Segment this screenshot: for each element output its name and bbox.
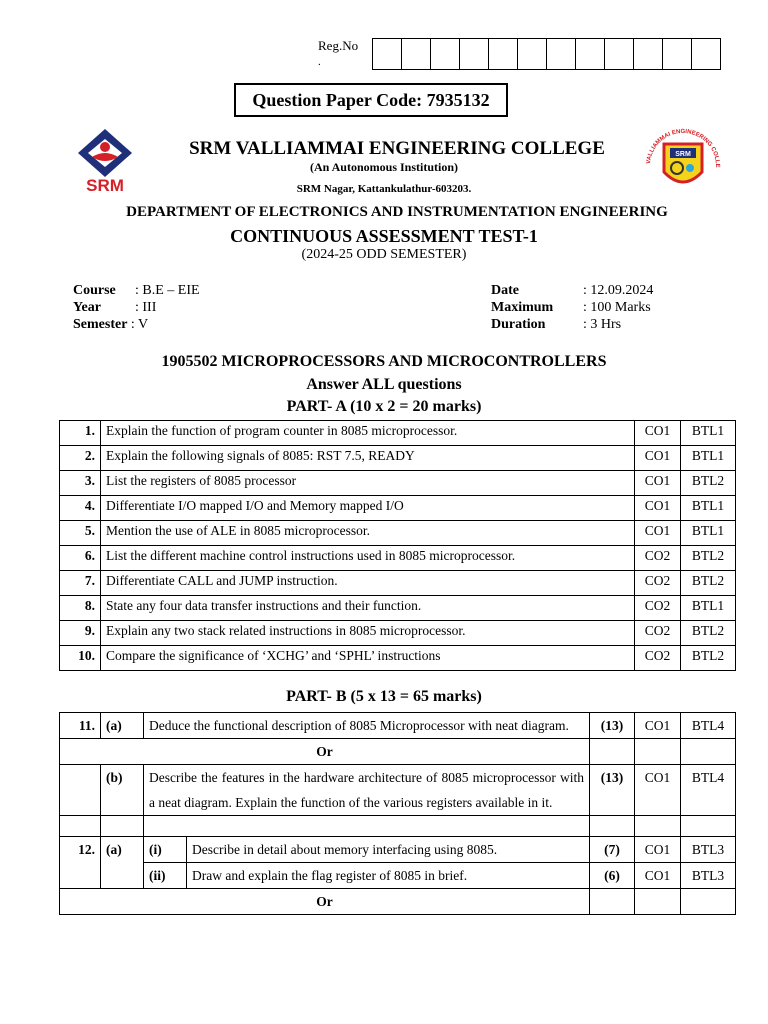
q11b-text: Describe the features in the hardware architecture of 8085 microprocessor with a neat diagram. Explain the function of the various registers available in it. xyxy=(144,765,590,816)
bloom-level: BTL1 xyxy=(681,421,736,446)
regno-digit-box xyxy=(373,39,402,69)
q11-spacer-row xyxy=(60,816,736,837)
question-text: State any four data transfer instructions and their function. xyxy=(101,596,635,621)
q12-i-row xyxy=(60,837,736,863)
q12-ii-co: CO1 xyxy=(635,863,681,889)
question-number: 10. xyxy=(60,646,101,671)
question-paper-code: Question Paper Code: 7935132 xyxy=(234,83,508,117)
question-number: 9. xyxy=(60,621,101,646)
regno-digit-box xyxy=(460,39,489,69)
question-number: 4. xyxy=(60,496,101,521)
q12-ii-label: (ii) xyxy=(144,863,187,889)
bloom-level: BTL1 xyxy=(681,521,736,546)
subject-title: 1905502 MICROPROCESSORS AND MICROCONTROLLERS xyxy=(161,353,607,370)
q11b-label: (b) xyxy=(101,765,144,816)
date-value: : 12.09.2024 xyxy=(583,283,654,298)
college-name: SRM VALLIAMMAI ENGINEERING COLLEGE xyxy=(189,138,605,159)
course-outcome: CO1 xyxy=(635,446,681,471)
date-key: Date xyxy=(491,283,519,298)
course-outcome: CO1 xyxy=(635,471,681,496)
logo-right-text: SRM xyxy=(675,151,691,158)
regno-dot: . xyxy=(318,56,321,68)
q11b-marks: (13) xyxy=(590,765,635,816)
college-address: SRM Nagar, Kattankulathur-603203. xyxy=(296,183,472,195)
bloom-level: BTL1 xyxy=(681,496,736,521)
q12-i-co: CO1 xyxy=(635,837,681,863)
q11b-row xyxy=(60,765,736,816)
part-a-row xyxy=(60,521,736,546)
regno-digit-box xyxy=(663,39,692,69)
regno-digit-box xyxy=(489,39,518,69)
question-text: Compare the significance of ‘XCHG’ and ‘SPHL’ instructions xyxy=(101,646,635,671)
question-number: 3. xyxy=(60,471,101,496)
part-a-row xyxy=(60,571,736,596)
part-a-row xyxy=(60,471,736,496)
question-text: Explain any two stack related instructions in 8085 microprocessor. xyxy=(101,621,635,646)
regno-label: Reg.No xyxy=(318,38,359,53)
q12-ii-text: Draw and explain the flag register of 8085 in brief. xyxy=(187,863,590,889)
regno-digit-box xyxy=(518,39,547,69)
question-text: Mention the use of ALE in 8085 microprocessor. xyxy=(101,521,635,546)
q11b-btl: BTL4 xyxy=(681,765,736,816)
question-number: 1. xyxy=(60,421,101,446)
q11b-co: CO1 xyxy=(635,765,681,816)
q12-i-btl: BTL3 xyxy=(681,837,736,863)
course-outcome: CO2 xyxy=(635,621,681,646)
department-name: DEPARTMENT OF ELECTRONICS AND INSTRUMENTATION ENGINEERING xyxy=(126,204,668,220)
q12-ii-marks: (6) xyxy=(590,863,635,889)
duration-key: Duration xyxy=(491,317,546,332)
year-value: : III xyxy=(135,300,157,315)
question-number: 7. xyxy=(60,571,101,596)
semester-value: : V xyxy=(130,317,149,332)
maximum-key: Maximum xyxy=(491,300,554,315)
bloom-level: BTL2 xyxy=(681,571,736,596)
q11a-marks: (13) xyxy=(590,713,635,739)
question-number: 5. xyxy=(60,521,101,546)
q12a-label: (a) xyxy=(101,837,144,889)
autonomous-note: (An Autonomous Institution) xyxy=(309,160,459,174)
semester-key: Semester xyxy=(73,317,128,332)
q11-number: 11. xyxy=(60,713,101,739)
course-info xyxy=(73,282,200,333)
course-outcome: CO2 xyxy=(635,571,681,596)
q11-or: Or xyxy=(60,739,590,765)
regno-digit-box xyxy=(547,39,576,69)
question-text: Differentiate I/O mapped I/O and Memory mapped I/O xyxy=(101,496,635,521)
logo-left-text: SRM xyxy=(86,176,124,193)
part-a-row xyxy=(60,546,736,571)
q12-ii-row xyxy=(60,863,736,889)
part-a-row xyxy=(60,421,736,446)
q12-or: Or xyxy=(60,889,590,915)
q11a-co: CO1 xyxy=(635,713,681,739)
duration-value: : 3 Hrs xyxy=(583,317,622,332)
semester-line: (2024-25 ODD SEMESTER) xyxy=(301,247,467,262)
question-text: Explain the following signals of 8085: RST 7.5, READY xyxy=(101,446,635,471)
question-text: Differentiate CALL and JUMP instruction. xyxy=(101,571,635,596)
part-b-table xyxy=(59,712,736,915)
course-outcome: CO2 xyxy=(635,596,681,621)
course-value: : B.E – EIE xyxy=(135,283,200,298)
q12-or-row xyxy=(60,889,736,915)
q12-i-text: Describe in detail about memory interfacing using 8085. xyxy=(187,837,590,863)
course-outcome: CO1 xyxy=(635,496,681,521)
year-key: Year xyxy=(73,300,101,315)
q12-i-marks: (7) xyxy=(590,837,635,863)
q11a-btl: BTL4 xyxy=(681,713,736,739)
part-a-table xyxy=(59,420,736,671)
regno-boxes xyxy=(372,38,721,70)
q11-or-row xyxy=(60,739,736,765)
regno-digit-box xyxy=(402,39,431,69)
part-b-title: PART- B (5 x 13 = 65 marks) xyxy=(286,688,482,705)
question-text: Explain the function of program counter in 8085 microprocessor. xyxy=(101,421,635,446)
course-outcome: CO1 xyxy=(635,521,681,546)
regno-digit-box xyxy=(692,39,720,69)
regno-digit-box xyxy=(431,39,460,69)
regno-digit-box xyxy=(634,39,663,69)
bloom-level: BTL2 xyxy=(681,546,736,571)
bloom-level: BTL2 xyxy=(681,621,736,646)
question-text: List the different machine control instructions used in 8085 microprocessor. xyxy=(101,546,635,571)
exam-info xyxy=(491,282,653,333)
q12-i-label: (i) xyxy=(144,837,187,863)
q11a-row xyxy=(60,713,736,739)
bloom-level: BTL2 xyxy=(681,471,736,496)
part-a-row xyxy=(60,646,736,671)
bloom-level: BTL2 xyxy=(681,646,736,671)
answer-all-note: Answer ALL questions xyxy=(306,376,462,393)
q11a-label: (a) xyxy=(101,713,144,739)
regno-digit-box xyxy=(605,39,634,69)
part-a-row xyxy=(60,446,736,471)
question-number: 6. xyxy=(60,546,101,571)
regno-digit-box xyxy=(576,39,605,69)
part-a-title: PART- A (10 x 2 = 20 marks) xyxy=(286,398,482,415)
test-name: CONTINUOUS ASSESSMENT TEST-1 xyxy=(230,226,538,246)
part-a-row xyxy=(60,596,736,621)
course-outcome: CO2 xyxy=(635,546,681,571)
course-outcome: CO2 xyxy=(635,646,681,671)
q12-number: 12. xyxy=(60,837,101,889)
q11a-text: Deduce the functional description of 8085 Microprocessor with neat diagram. xyxy=(144,713,590,739)
part-a-row xyxy=(60,621,736,646)
question-number: 2. xyxy=(60,446,101,471)
question-number: 8. xyxy=(60,596,101,621)
question-text: List the registers of 8085 processor xyxy=(101,471,635,496)
course-key: Course xyxy=(73,283,116,298)
course-outcome: CO1 xyxy=(635,421,681,446)
part-a-row xyxy=(60,496,736,521)
logo-right-arc-text: VALLIAMMAI ENGINEERING COLLE xyxy=(646,128,721,168)
bloom-level: BTL1 xyxy=(681,446,736,471)
maximum-value: : 100 Marks xyxy=(583,300,651,315)
q12-ii-btl: BTL3 xyxy=(681,863,736,889)
bloom-level: BTL1 xyxy=(681,596,736,621)
